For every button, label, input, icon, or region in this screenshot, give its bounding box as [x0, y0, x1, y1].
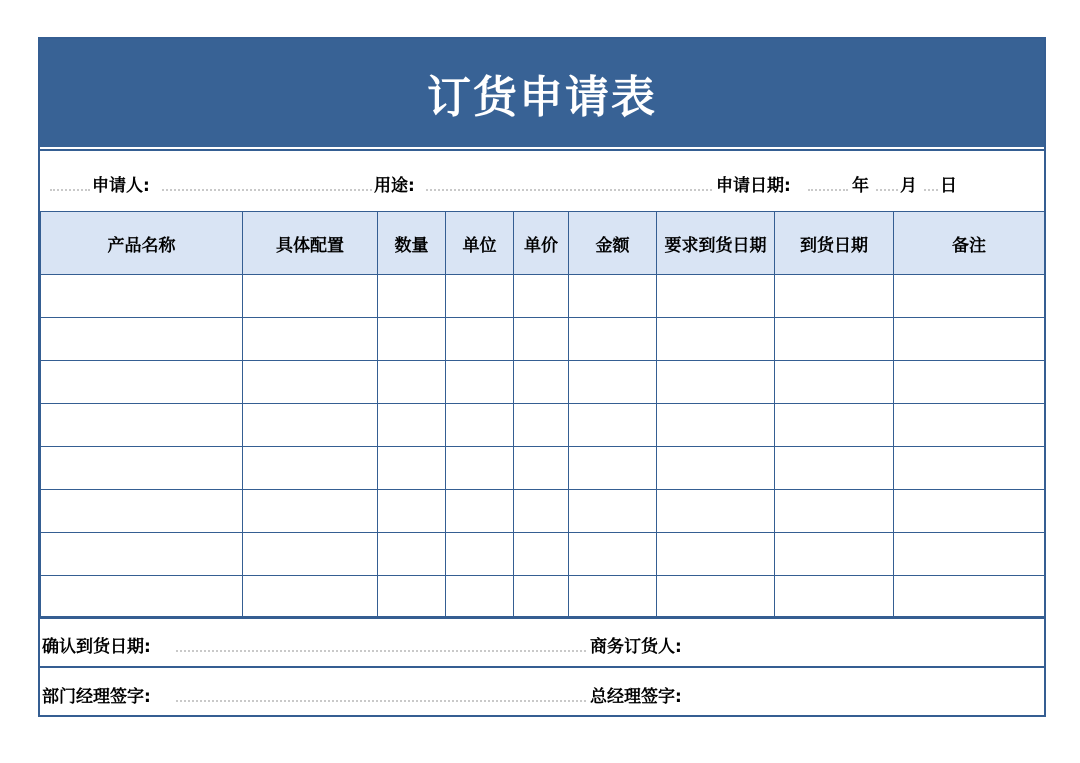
- confirm-date-field[interactable]: [176, 650, 586, 652]
- day-field[interactable]: [924, 189, 938, 191]
- month-label: 月: [900, 176, 917, 196]
- dotted-line: [50, 189, 90, 191]
- table-row: [41, 275, 1045, 318]
- date-label: 申请日期:: [716, 176, 791, 196]
- table-cell[interactable]: [657, 576, 775, 619]
- table-cell[interactable]: [41, 361, 243, 404]
- month-field[interactable]: [876, 189, 898, 191]
- table-cell[interactable]: [378, 318, 446, 361]
- table-cell[interactable]: [775, 576, 894, 619]
- signature-row: [40, 666, 1044, 715]
- table-cell[interactable]: [243, 404, 378, 447]
- table-cell[interactable]: [514, 318, 569, 361]
- year-label: 年: [852, 176, 869, 196]
- table-cell[interactable]: [41, 275, 243, 318]
- applicant-label: 申请人:: [92, 176, 150, 196]
- table-cell[interactable]: [243, 447, 378, 490]
- table-cell[interactable]: [243, 533, 378, 576]
- business-orderer-label: 商务订货人:: [590, 637, 682, 657]
- confirm-row: [40, 616, 1044, 666]
- table-cell[interactable]: [894, 576, 1045, 619]
- table-cell[interactable]: [243, 275, 378, 318]
- column-header-configuration: 具体配置: [243, 212, 378, 275]
- table-row: [41, 447, 1045, 490]
- table-cell[interactable]: [569, 361, 657, 404]
- table-cell[interactable]: [378, 533, 446, 576]
- table-row: [41, 318, 1045, 361]
- table-cell[interactable]: [569, 533, 657, 576]
- table-cell[interactable]: [775, 533, 894, 576]
- table-cell[interactable]: [775, 275, 894, 318]
- table-body: [41, 275, 1045, 619]
- table-cell[interactable]: [378, 404, 446, 447]
- table-cell[interactable]: [569, 404, 657, 447]
- table-cell[interactable]: [446, 490, 514, 533]
- column-header-amount: 金额: [569, 212, 657, 275]
- table-row: [41, 576, 1045, 619]
- table-cell[interactable]: [41, 490, 243, 533]
- table-cell[interactable]: [894, 490, 1045, 533]
- table-cell[interactable]: [657, 275, 775, 318]
- table-row: [41, 404, 1045, 447]
- table-cell[interactable]: [446, 361, 514, 404]
- table-cell[interactable]: [41, 533, 243, 576]
- table-cell[interactable]: [41, 404, 243, 447]
- table-cell[interactable]: [514, 361, 569, 404]
- table-cell[interactable]: [41, 447, 243, 490]
- table-cell[interactable]: [657, 318, 775, 361]
- column-header-delivery-date: 到货日期: [775, 212, 894, 275]
- table-cell[interactable]: [657, 404, 775, 447]
- table-cell[interactable]: [569, 275, 657, 318]
- table-cell[interactable]: [569, 490, 657, 533]
- table-cell[interactable]: [446, 275, 514, 318]
- column-header-required-delivery-date: 要求到货日期: [657, 212, 775, 275]
- table-cell[interactable]: [514, 490, 569, 533]
- table-cell[interactable]: [775, 404, 894, 447]
- column-header-quantity: 数量: [378, 212, 446, 275]
- table-cell[interactable]: [657, 447, 775, 490]
- form-title: 订货申请表: [40, 39, 1044, 147]
- dept-manager-signature-field[interactable]: [176, 700, 586, 702]
- general-manager-label: 总经理签字:: [590, 687, 682, 707]
- order-request-form: [38, 37, 1046, 717]
- order-items-table: [40, 211, 1045, 619]
- confirm-date-label: 确认到货日期:: [42, 637, 151, 657]
- table-cell[interactable]: [41, 318, 243, 361]
- table-cell[interactable]: [775, 361, 894, 404]
- column-header-product-name: 产品名称: [41, 212, 243, 275]
- table-cell[interactable]: [243, 318, 378, 361]
- table-row: [41, 490, 1045, 533]
- table-cell[interactable]: [243, 576, 378, 619]
- year-field[interactable]: [808, 189, 848, 191]
- column-header-unit-price: 单价: [514, 212, 569, 275]
- table-cell[interactable]: [775, 447, 894, 490]
- table-cell[interactable]: [894, 318, 1045, 361]
- table-cell[interactable]: [446, 447, 514, 490]
- column-header-remarks: 备注: [894, 212, 1045, 275]
- table-cell[interactable]: [378, 490, 446, 533]
- table-cell[interactable]: [569, 318, 657, 361]
- table-cell[interactable]: [446, 318, 514, 361]
- table-cell[interactable]: [514, 404, 569, 447]
- table-cell[interactable]: [41, 576, 243, 619]
- table-cell[interactable]: [446, 533, 514, 576]
- table-cell[interactable]: [894, 275, 1045, 318]
- table-cell[interactable]: [378, 576, 446, 619]
- applicant-field[interactable]: [162, 189, 372, 191]
- day-label: 日: [940, 176, 957, 196]
- table-cell[interactable]: [514, 576, 569, 619]
- table-cell[interactable]: [775, 490, 894, 533]
- table-cell[interactable]: [446, 576, 514, 619]
- table-cell[interactable]: [894, 447, 1045, 490]
- table-cell[interactable]: [775, 318, 894, 361]
- table-cell[interactable]: [243, 361, 378, 404]
- table-cell[interactable]: [894, 533, 1045, 576]
- table-row: [41, 533, 1045, 576]
- table-cell[interactable]: [657, 361, 775, 404]
- table-cell[interactable]: [657, 533, 775, 576]
- table-cell[interactable]: [446, 404, 514, 447]
- table-row: [41, 361, 1045, 404]
- table-cell[interactable]: [514, 447, 569, 490]
- table-cell[interactable]: [378, 275, 446, 318]
- table-cell[interactable]: [894, 404, 1045, 447]
- column-header-unit: 单位: [446, 212, 514, 275]
- table-cell[interactable]: [569, 447, 657, 490]
- table-cell[interactable]: [514, 275, 569, 318]
- table-cell[interactable]: [243, 490, 378, 533]
- table-cell[interactable]: [894, 361, 1045, 404]
- table-header-row: [41, 212, 1045, 275]
- applicant-info-row: [40, 149, 1044, 211]
- table-cell[interactable]: [657, 490, 775, 533]
- purpose-label: 用途:: [374, 176, 415, 196]
- table-cell[interactable]: [378, 361, 446, 404]
- purpose-field[interactable]: [426, 189, 712, 191]
- table-cell[interactable]: [378, 447, 446, 490]
- table-cell[interactable]: [569, 576, 657, 619]
- table-cell[interactable]: [514, 533, 569, 576]
- dept-manager-label: 部门经理签字:: [42, 687, 151, 707]
